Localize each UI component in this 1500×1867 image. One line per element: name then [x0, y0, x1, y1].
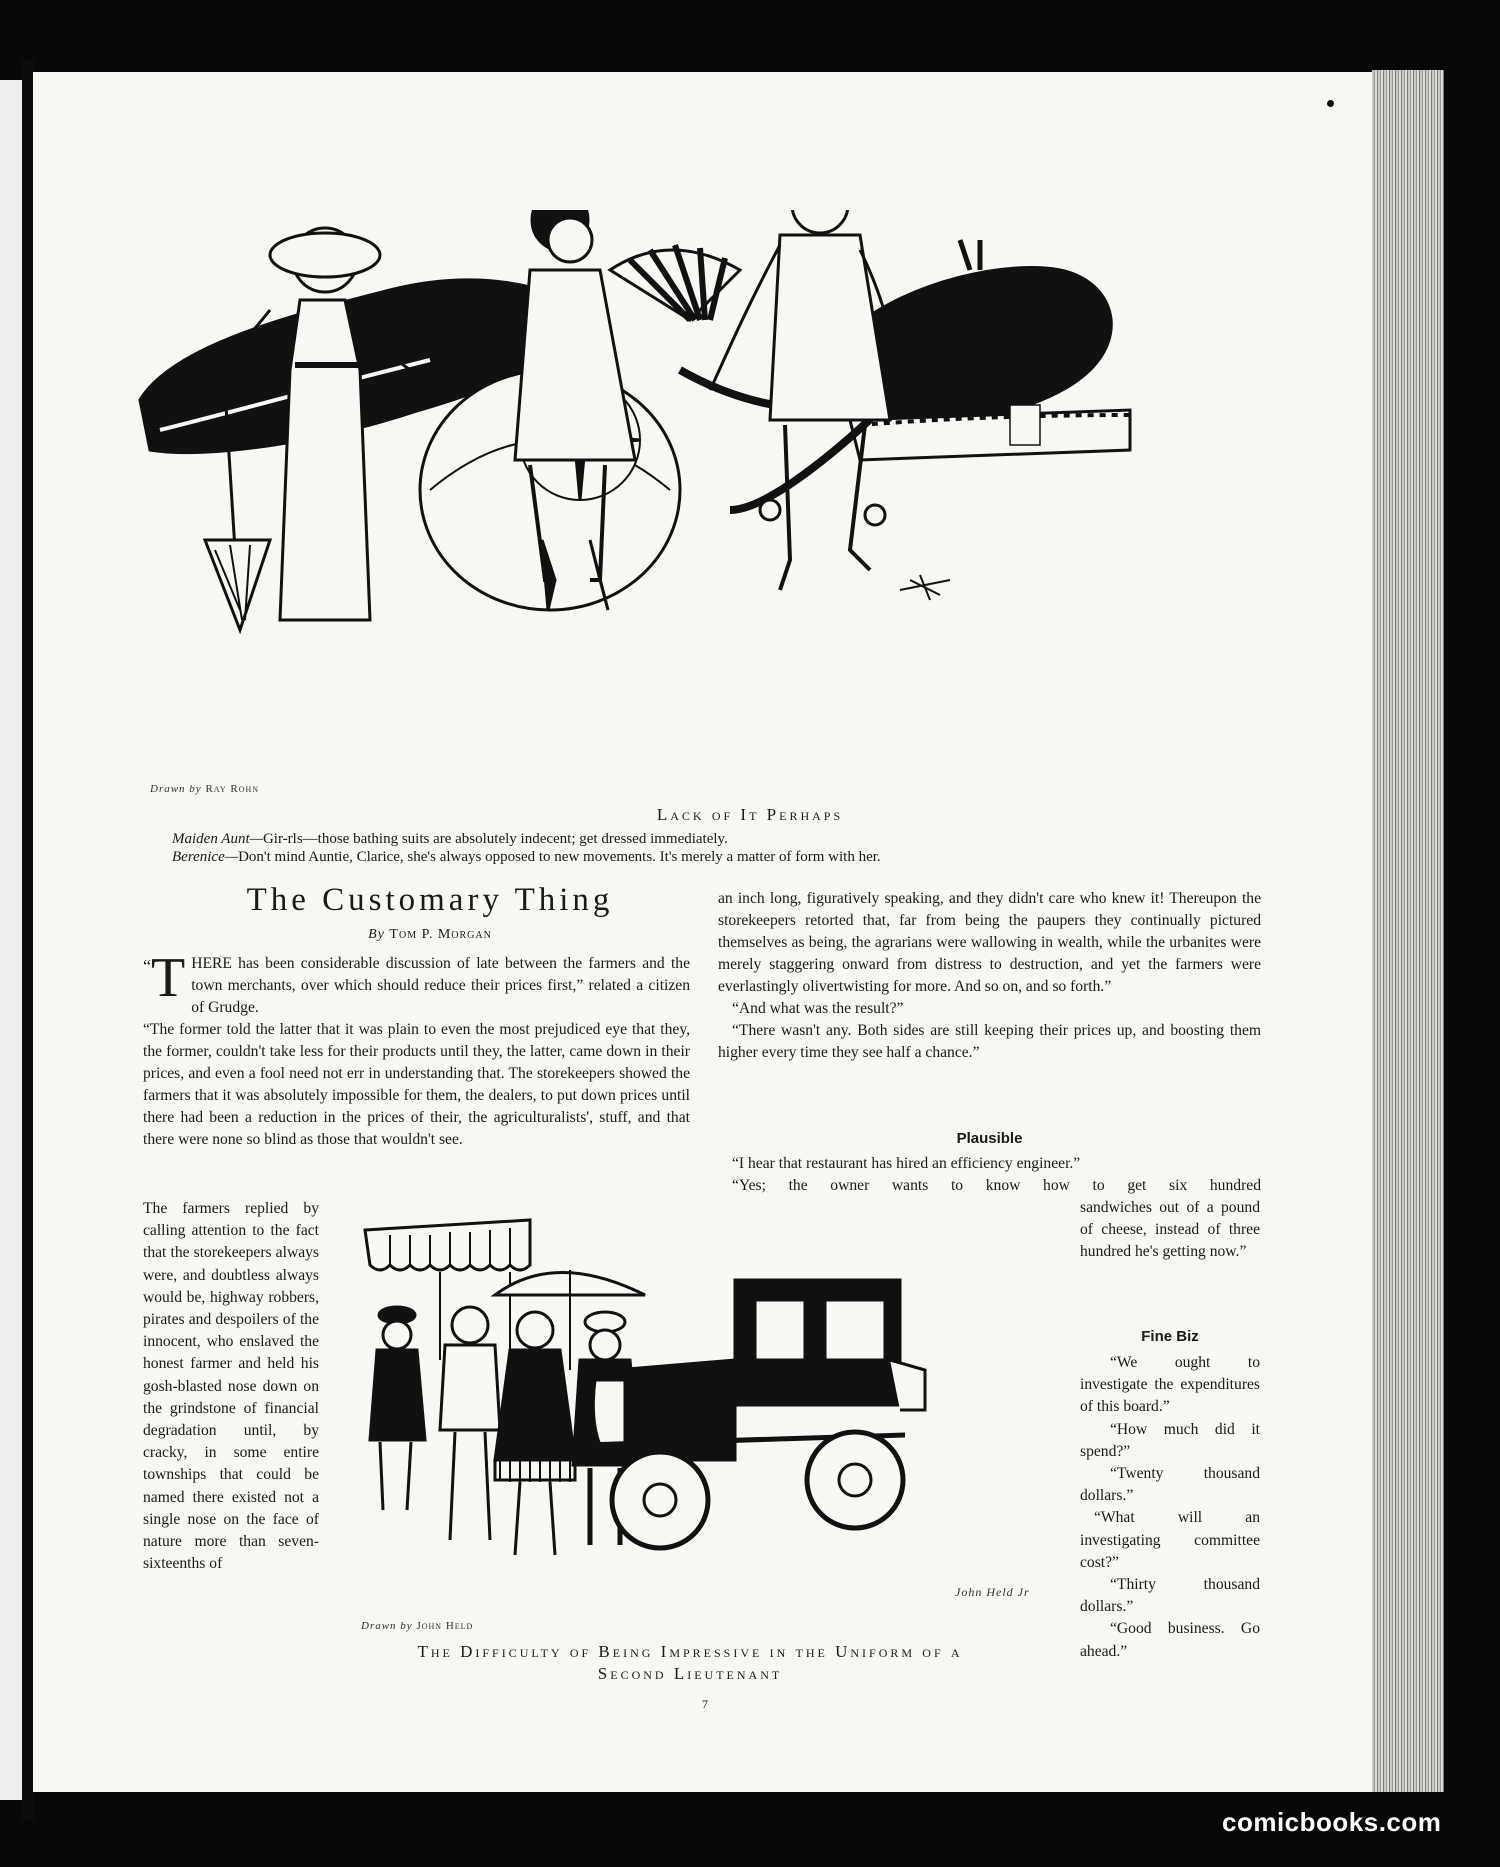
- fine-biz-line-2: “How much did it spend?”: [1080, 1420, 1260, 1460]
- col2-paragraph-2: “And what was the result?”: [732, 1000, 904, 1017]
- beach-illustration: [130, 210, 1280, 770]
- bottom-art-credit-name: John Held: [416, 1620, 474, 1632]
- byline-author: Tom P. Morgan: [389, 927, 492, 942]
- article-lead-paragraph: [143, 947, 690, 1019]
- page-number: 7: [702, 1697, 708, 1711]
- top-art-credit: [150, 783, 259, 795]
- col2-paragraph-3: “There wasn't any. Both sides are still keeping their prices up, and boosting them higher every time they see half a chance.”: [718, 1022, 1261, 1061]
- article-column-1: [143, 947, 690, 1151]
- fine-biz-heading: Fine Biz: [1141, 1328, 1199, 1345]
- article-narrow-left: The farmers replied by calling attention to the fact that the storekeepers always were, and doubtless always would be, highway robbers, pirates and despoilers of the innocent, who enslaved the honest farmer and held his gosh-blasted nose down on the grindstone of financial degradation until, by cracky, in some entire townships that could be named there existed not a single nose on the face of nature more than seven-sixteenths of: [143, 1200, 319, 1573]
- fine-biz-text: [1080, 1352, 1260, 1663]
- dialogue-speaker-1: Maiden Aunt—: [172, 831, 263, 847]
- fine-biz-line-3: “Twenty thousand dollars.”: [1080, 1465, 1260, 1505]
- plausible-line-2: “Yes; the owner wants to know how to get six hundred: [732, 1177, 1261, 1194]
- bottom-caption-line-1: The Difficulty of Being Impressive in the Uniform of a: [417, 1642, 963, 1661]
- margin-dot: [1327, 100, 1334, 107]
- site-watermark: comicbooks.com: [1222, 1807, 1442, 1837]
- top-art-credit-name: Ray Rohn: [205, 783, 260, 795]
- dialogue-line-2: [172, 849, 881, 866]
- page-stack-edge: [1372, 70, 1444, 1792]
- plausible-text: [718, 1153, 1261, 1197]
- col2-paragraph-1: an inch long, figuratively speaking, and they didn't care who knew it! Thereupon the storekeepers retorted that, far from being the paupers they continually pictured themselves as being, the agrarians were wallowing in wealth, while the urbanites were merely staggering onward from distress to destruction, and yet the farmers were everlastingly olivertwisting for more. And so on, and so forth.”: [718, 890, 1261, 995]
- byline-prefix: By: [368, 927, 385, 942]
- top-art-credit-prefix: Drawn by: [150, 783, 202, 795]
- article-byline: [190, 927, 670, 943]
- top-art-caption-title: Lack of It Perhaps: [656, 805, 844, 824]
- dialogue-line-1: [172, 831, 728, 848]
- bottom-art-credit: [361, 1620, 473, 1632]
- lead-open-quote: “: [143, 956, 151, 976]
- plausible-heading: Plausible: [956, 1130, 1023, 1147]
- article-column-2: [718, 888, 1261, 1064]
- left-page-edge: [0, 80, 22, 1800]
- bottom-art-signature: John Held Jr: [955, 1585, 1030, 1599]
- fine-biz-line-1: “We ought to investigate the expenditures of this board.”: [1080, 1354, 1260, 1416]
- fine-biz-line-5: “Thirty thousand dollars.”: [1080, 1576, 1260, 1616]
- car-illustration: [345, 1210, 1065, 1630]
- fine-biz-line-6: “Good business. Go ahead.”: [1080, 1620, 1260, 1660]
- dialogue-speaker-2: Berenice—: [172, 849, 239, 865]
- bottom-art-credit-prefix: Drawn by: [361, 1620, 413, 1632]
- bottom-caption-line-2: Second Lieutenant: [597, 1664, 783, 1683]
- article-title: The Customary Thing: [246, 882, 614, 918]
- article-paragraph-2: “The former told the latter that it was plain to even the most prejudiced eye that they, the former, couldn't take less for their products until they, the latter, came down in their prices, and even a fool need not err in understanding that. The storekeepers showed the farmers that it was absolutely impossible for them, the dealers, to put down prices until there had been a reduction in the prices of their, the agriculturalists', stuff, and that there were none so blind as those that wouldn't see.: [143, 1021, 690, 1148]
- fine-biz-line-4: “What will an investigating committee cost?”: [1080, 1509, 1260, 1571]
- dialogue-text-2: Don't mind Auntie, Clarice, she's always opposed to new movements. It's merely a matter of form with her.: [238, 849, 881, 865]
- drop-cap: T: [151, 947, 186, 1009]
- bottom-art-caption: [340, 1641, 1040, 1685]
- lead-text: HERE has been considerable discussion of late between the farmers and the town merchants, over which should reduce their prices first,” related a citizen of Grudge.: [191, 955, 690, 1016]
- dialogue-text-1: Gir-rls—those bathing suits are absolutely indecent; get dressed immediately.: [262, 831, 728, 847]
- plausible-continuation: sandwiches out of a pound of cheese, instead of three hundred he's getting now.”: [1080, 1199, 1260, 1261]
- plausible-line-1: “I hear that restaurant has hired an efficiency engineer.”: [732, 1155, 1081, 1172]
